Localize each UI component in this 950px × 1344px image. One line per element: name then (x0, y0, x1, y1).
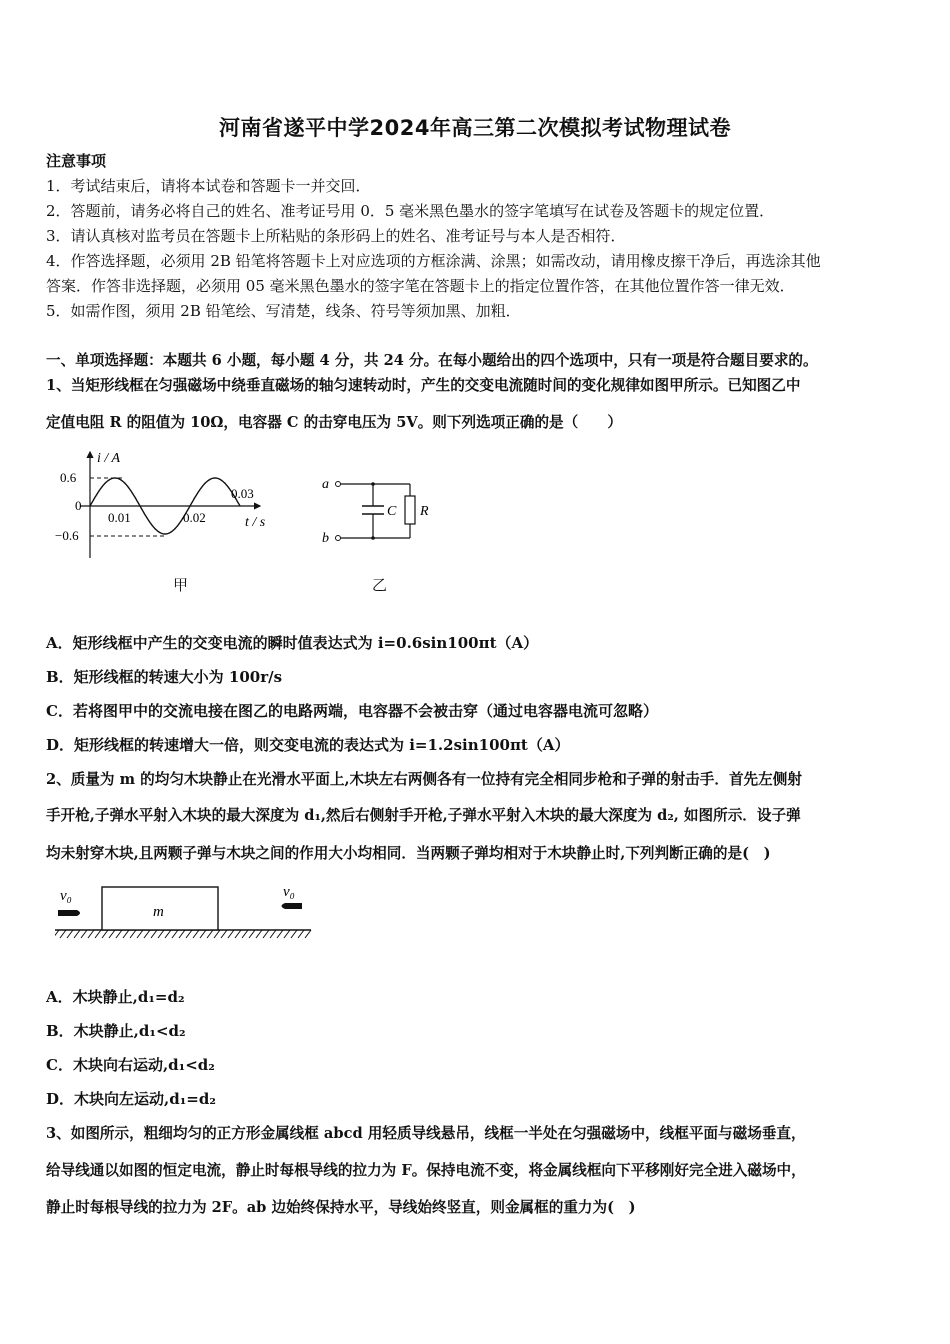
question-stem: 手开枪,子弹水平射入木块的最大深度为 d₁,然后右侧射手开枪,子弹水平射入木块的最大深度为 d₂, 如图所示．设子弹 (46, 807, 801, 824)
notice-heading: 注意事项 (46, 152, 107, 170)
hatch-mark (116, 930, 122, 938)
section-heading: 一、单项选择题：本题共 6 小题，每小题 4 分，共 24 分。在每小题给出的四个选项中，只有一项是符合题目要求的。 (46, 352, 818, 369)
hatch-mark (305, 930, 311, 938)
hatch-mark (144, 930, 150, 938)
ground-hatch (55, 930, 311, 938)
hatch-mark (158, 930, 164, 938)
hatch-mark (151, 930, 157, 938)
notice-item: 4．作答选择题，必须用 2B 铅笔将答题卡上对应选项的方框涂满、涂黑；如需改动，请用橡皮擦干净后，再选涂其他 (46, 252, 821, 270)
hatch-mark (186, 930, 192, 938)
hatch-mark (221, 930, 227, 938)
hatch-mark (193, 930, 199, 938)
figure-caption: 乙 (372, 576, 388, 594)
option-c: C．木块向右运动,d₁<d₂ (46, 1056, 215, 1074)
hatch-mark (242, 930, 248, 938)
x-tick-label: 0.01 (108, 510, 131, 525)
hatch-mark (165, 930, 171, 938)
hatch-mark (109, 930, 115, 938)
page-title: 河南省遂平中学2024年高三第二次模拟考试物理试卷 (219, 116, 731, 140)
hatch-mark (214, 930, 220, 938)
hatch-mark (172, 930, 178, 938)
hatch-mark (270, 930, 276, 938)
left-velocity-label: v₀ (60, 888, 72, 904)
question-stem: 3、如图所示，粗细均匀的正方形金属线框 abcd 用轻质导线悬吊，线框一半处在匀强磁场中，线框平面与磁场垂直， (46, 1125, 806, 1142)
notice-item: 1．考试结束后，请将本试卷和答题卡一并交回． (46, 177, 371, 195)
notice-item: 2．答题前，请务必将自己的姓名、准考证号用 0．5 毫米黑色墨水的签字笔填写在试卷及答题卡的规定位置． (46, 202, 775, 220)
x-axis-label: t / s (245, 515, 266, 530)
option-c: C．若将图甲中的交流电接在图乙的电路两端，电容器不会被击穿（通过电容器电流可忽略） (46, 702, 658, 720)
hatch-mark (88, 930, 94, 938)
y-tick-label: 0.6 (60, 470, 77, 485)
resistor (405, 496, 415, 524)
hatch-mark (200, 930, 206, 938)
y-tick-label: −0.6 (55, 528, 79, 543)
current-time-graph (55, 448, 275, 563)
question-stem: 给导线通以如图的恒定电流，静止时每根导线的拉力为 F。保持电流不变，将金属线框向下平移刚好完全进入磁场中， (46, 1162, 806, 1179)
option-a: A．木块静止,d₁=d₂ (46, 988, 185, 1006)
terminal-b-label: b (322, 531, 329, 546)
block-label: m (153, 904, 164, 920)
hatch-mark (60, 930, 66, 938)
option-b: B．木块静止,d₁<d₂ (46, 1022, 186, 1040)
hatch-mark (298, 930, 304, 938)
hatch-mark (228, 930, 234, 938)
hatch-mark (130, 930, 136, 938)
option-d: D．矩形线框的转速增大一倍，则交变电流的表达式为 i=1.2sin100πt（A） (46, 736, 570, 754)
hatch-mark (95, 930, 101, 938)
x-tick-label: 0.02 (183, 510, 206, 525)
right-velocity-label: v₀ (283, 884, 295, 900)
hatch-mark (74, 930, 80, 938)
question-stem: 1、当矩形线框在匀强磁场中绕垂直磁场的轴匀速转动时，产生的交变电流随时间的变化规律如图甲所示。已知图乙中 (46, 377, 801, 394)
hatch-mark (81, 930, 87, 938)
question-stem: 均未射穿木块,且两颗子弹与木块之间的作用大小均相同．当两颗子弹均相对于木块静止时,下列判断正确的是( ) (46, 845, 771, 862)
right-bullet (282, 903, 303, 909)
option-b: B．矩形线框的转速大小为 100r/s (46, 668, 283, 686)
hatch-mark (67, 930, 73, 938)
circuit-diagram (318, 470, 448, 550)
x-tick-label: 0.03 (231, 486, 254, 501)
question-stem: 2、质量为 m 的均匀木块静止在光滑水平面上,木块左右两侧各有一位持有完全相同步枪和子弹的射击手．首先左侧射 (46, 771, 802, 788)
block-bullet-figure (55, 878, 315, 940)
hatch-mark (102, 930, 108, 938)
option-a: A．矩形线框中产生的交变电流的瞬时值表达式为 i=0.6sin100πt（A） (46, 634, 539, 652)
hatch-mark (249, 930, 255, 938)
question-stem: 静止时每根导线的拉力为 2F。ab 边始终保持水平，导线始终竖直，则金属框的重力为( ) (46, 1199, 636, 1216)
terminal-b (336, 536, 341, 541)
hatch-mark (263, 930, 269, 938)
hatch-mark (284, 930, 290, 938)
hatch-mark (137, 930, 143, 938)
hatch-mark (207, 930, 213, 938)
hatch-mark (277, 930, 283, 938)
terminal-a-label: a (322, 477, 329, 492)
hatch-mark (179, 930, 185, 938)
option-d: D．木块向左运动,d₁=d₂ (46, 1090, 216, 1108)
notice-item: 5．如需作图，须用 2B 铅笔绘、写清楚，线条、符号等须加黑、加粗． (46, 302, 521, 320)
figure-caption: 甲 (173, 576, 189, 594)
notice-item: 答案．作答非选择题，必须用 05 毫米黑色墨水的签字笔在答题卡上的指定位置作答，在其他位置作答一律无效． (46, 277, 795, 295)
hatch-mark (256, 930, 262, 938)
hatch-mark (235, 930, 241, 938)
capacitor-label: C (387, 504, 397, 519)
notice-item: 3．请认真核对监考员在答题卡上所粘贴的条形码上的姓名、准考证号与本人是否相符． (46, 227, 626, 245)
question-stem: 定值电阻 R 的阻值为 10Ω，电容器 C 的击穿电压为 5V。则下列选项正确的是（ ） (46, 414, 623, 431)
y-tick-label: 0 (75, 498, 82, 513)
hatch-mark (123, 930, 129, 938)
hatch-mark (291, 930, 297, 938)
terminal-a (336, 482, 341, 487)
left-bullet (58, 910, 80, 916)
hatch-mark (55, 930, 59, 938)
y-axis-label: i / A (97, 451, 121, 466)
resistor-label: R (420, 504, 429, 519)
